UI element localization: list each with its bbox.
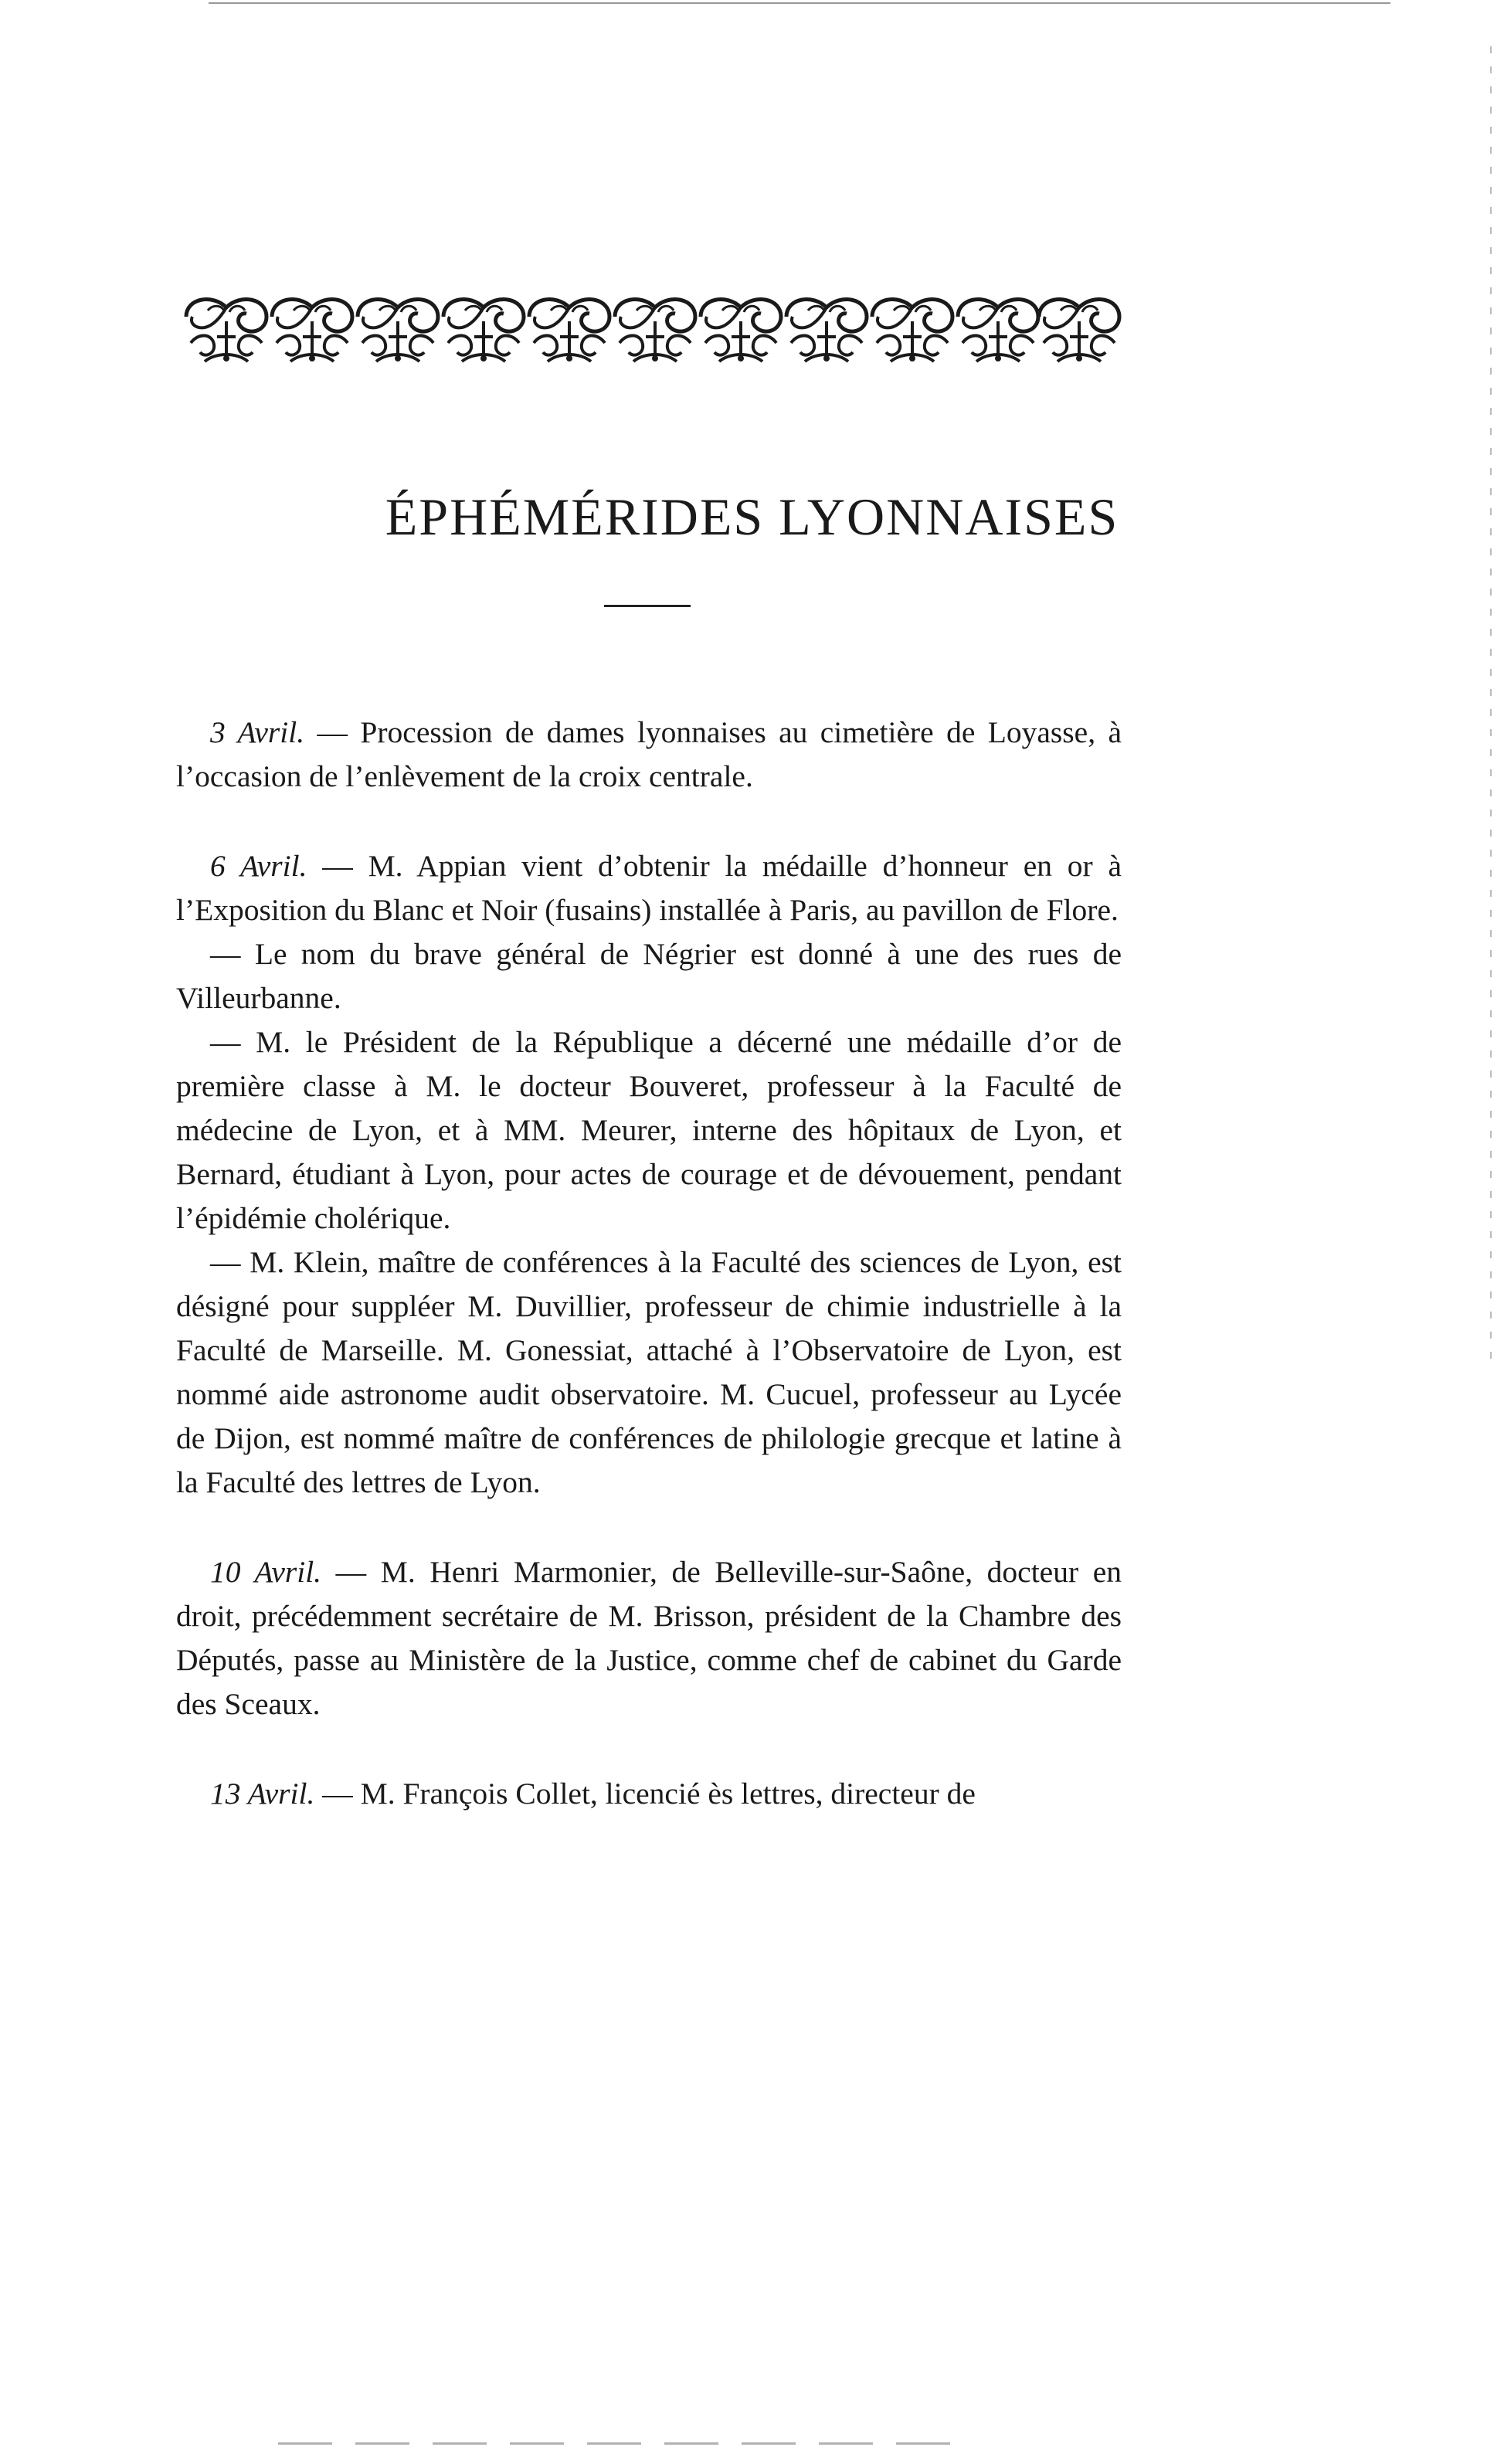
entry-paragraph xyxy=(176,1772,1122,1816)
entry-text: M. François Collet, licencié ès lettres, directeur de xyxy=(360,1777,976,1811)
entry-dash: — xyxy=(317,715,348,749)
scan-top-edge xyxy=(209,2,1390,4)
scan-bottom-edge xyxy=(278,2442,973,2445)
entry-paragraph xyxy=(176,711,1122,799)
entry-paragraph xyxy=(176,844,1122,932)
entry-13-avril xyxy=(176,1772,1122,1816)
entry-text: M. Henri Marmonier, de Belleville-sur-Saône, docteur en droit, précédemment secrétaire de M. Brisson, président de la Chambre des Députés, passe au Ministère de la Justice, comme chef de cabinet du Garde des Sceaux. xyxy=(176,1555,1122,1721)
entry-3-avril xyxy=(176,711,1122,799)
entry-paragraph: — M. Klein, maître de conférences à la Faculté des sciences de Lyon, est désigné pour suppléer M. Duvillier, professeur de chimie industrielle à la Faculté de Marseille. M. Gonessiat, attaché à l’Observatoire de Lyon, est nommé aide astronome audit observatoire. M. Cucuel, professeur au Lycée de Dijon, est nommé maître de conférences de philologie grecque et latine à la Faculté des lettres de Lyon. xyxy=(176,1245,1122,1499)
entry-date: 6 Avril. xyxy=(210,849,307,883)
title-divider xyxy=(604,605,691,607)
entry-10-avril xyxy=(176,1550,1122,1726)
entry-text: Procession de dames lyonnaises au cimetière de Loyasse, à l’occasion de l’enlèvement de la croix centrale. xyxy=(176,715,1122,793)
entry-date: 10 Avril. xyxy=(210,1555,322,1589)
entry-text: M. Appian vient d’obtenir la médaille d’honneur en or à l’Exposition du Blanc et Noir (fusains) installée à Paris, au pavillon de Flore. xyxy=(176,849,1122,927)
page-title: ÉPHÉMÉRIDES LYONNAISES xyxy=(385,487,1119,546)
entry-paragraph: — M. le Président de la République a décerné une médaille d’or de première classe à M. le docteur Bouveret, professeur à la Faculté de médecine de Lyon, et à MM. Meurer, interne des hôpitaux de Lyon, et Bernard, étudiant à Lyon, pour actes de courage et de dévouement, pendant l’épidémie cholérique. xyxy=(176,1025,1122,1235)
entry-dash: — xyxy=(322,1777,353,1811)
entry-date: 13 Avril. xyxy=(210,1777,315,1811)
scan-right-edge xyxy=(1490,46,1492,1359)
chronicle-text xyxy=(176,711,1122,1862)
entry-paragraph xyxy=(176,1550,1122,1726)
entry-6-avril xyxy=(176,844,1122,1505)
decorative-headpiece-icon xyxy=(182,287,1124,372)
entry-dash: — xyxy=(322,849,353,883)
entry-paragraph: — Le nom du brave général de Négrier est donné à une des rues de Villeurbanne. xyxy=(176,937,1122,1015)
entry-date: 3 Avril. xyxy=(210,715,305,749)
entry-dash: — xyxy=(335,1555,367,1589)
